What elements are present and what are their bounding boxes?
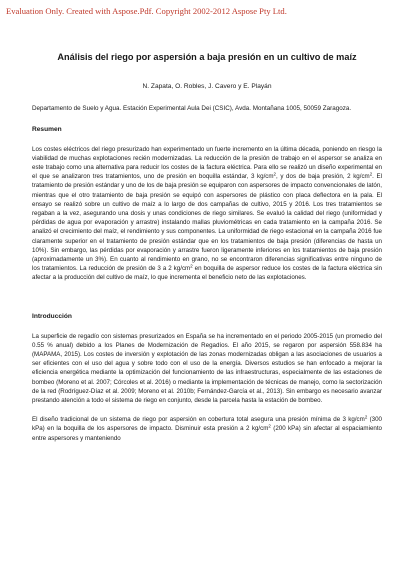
introduccion-paragraph-2 [32,415,382,443]
resumen-superscript-3: 2 [190,263,193,269]
evaluation-watermark: Evaluation Only. Created with Aspose.Pdf. Copyright 2002-2012 Aspose Pty Ltd. [6,6,287,16]
paper-affiliation: Departamento de Suelo y Agua. Estación Experimental Aula Dei (CSIC), Avda. Montañana 1005, 50059 Zaragoza. [32,105,352,112]
resumen-text-4: en boquilla de aspersor reduce los costes de la factura eléctrica sin afectar a la producción del cultivo de maíz, lo que incrementa el beneficio neto de las explotaciones. [32,265,383,282]
intro-p2-text-3: (200 kPa) sin afectar al espaciamiento entre aspersores y manteniendo [32,425,382,442]
resumen-superscript-1: 2 [273,171,276,177]
resumen-superscript-2: 2 [369,171,373,177]
resumen-heading: Resumen [32,125,62,133]
paper-authors: N. Zapata, O. Robles, J. Cavero y E. Playán [142,83,272,90]
resumen-paragraph [32,145,382,283]
introduccion-heading: Introducción [32,312,72,320]
paper-page [32,52,382,453]
resumen-text-2: , y dos de baja presión, 2 kg/cm [276,173,370,181]
introduccion-paragraph-1: La superficie de regadío con sistemas presurizados en España se ha incrementado en el periodo 2005-2015 (un promedio del 0.55 % anual) debido a los Planes de Modernización de Regadíos. El año 2015, se regaron por aspersión 558.834 ha (MAPAMA, 2015). Los costes de inversión y explotación de las zonas modernizadas obligan a las asociaciones de usuarios a ser eficientes con el uso del agua y sobre todo con el uso de la energía. Diversos estudios se han enfocado a mejorar la eficiencia energética mediante la optimización del funcionamiento de las infraestructuras, especialmente de las estaciones de bombeo (Moreno et al. 2007; Córcoles et al. 2016) o mediante la implementación de técnicas de manejo, como la sectorización de la red (Rodríguez-Díaz et al. 2009; Moreno et al. 2010b; Fernández-García et al., 2013). Sin embargo es necesario avanzar prestando atención a todo el sistema de riego en conjunto, desde la parcela hasta la estación de bombeo. [32,332,382,405]
resumen-text-3: . El tratamiento de presión estándar y uno de los de baja presión se equiparon con aspersores de impacto convencionales de latón, mientras que el otro tratamiento de baja presión se equipó con aspersores de plástico con placa deflectora en la pala. El ensayo se realizó sobre un cultivo de maíz a lo largo de dos campañas de cultivo, 2015 y 2016. Los tres tratamientos se regaban a la vez, asegurando una dosis y unas condiciones de riego similares. Se evaluó la calidad del riego (uniformidad y pérdidas de agua por evaporación y arrastre) instalando mallas pluviométricas en cada tratamiento en la campaña 2016. Se analizó el crecimiento del maíz, el rendimiento y sus componentes. La uniformidad de riego estacional en la campaña 2016 fue claramente superior en el tratamiento de presión estándar que en los tratamientos de baja presión (diferencias de hasta un 10%). Sin embargo, las pérdidas por evaporación y arrastre fueron ligeramente inferiores en los tratamientos de baja presión (aproximadamente un 3%). En cuanto al rendimiento en grano, no se encontraron diferencias significativas entre ninguno de los tratamientos. La reducción de presión de 3 a 2 kg/cm [32,173,383,273]
intro-p2-superscript-2: 2 [268,423,271,429]
intro-p2-superscript-1: 2 [364,414,368,420]
paper-title: Análisis del riego por aspersión a baja presión en un cultivo de maíz [57,52,357,62]
resumen-text-1: Los costes eléctricos del riego presurizado han experimentado un fuerte incremento en la última década, poniendo en riesgo la viabilidad de muchas explotaciones recién modernizadas. La reducción de la presión de trabajo en el aspersor se analiza en este trabajo como una alternativa para reducir los costes de la factura eléctrica. Para ello se realizó un diseño experimental en el que se analizaron tres tratamientos, uno de presión en boquilla estándar, 3 kg/cm [32,145,382,181]
intro-p2-text-1: El diseño tradicional de un sistema de riego por aspersión en cobertura total asegura una presión mínima de 3 kg/cm [32,416,365,424]
intro-p2-text-2: (300 kPa) en la boquilla de los aspersores de impacto. Disminuir esta presión a 2 kg/cm [32,416,382,433]
